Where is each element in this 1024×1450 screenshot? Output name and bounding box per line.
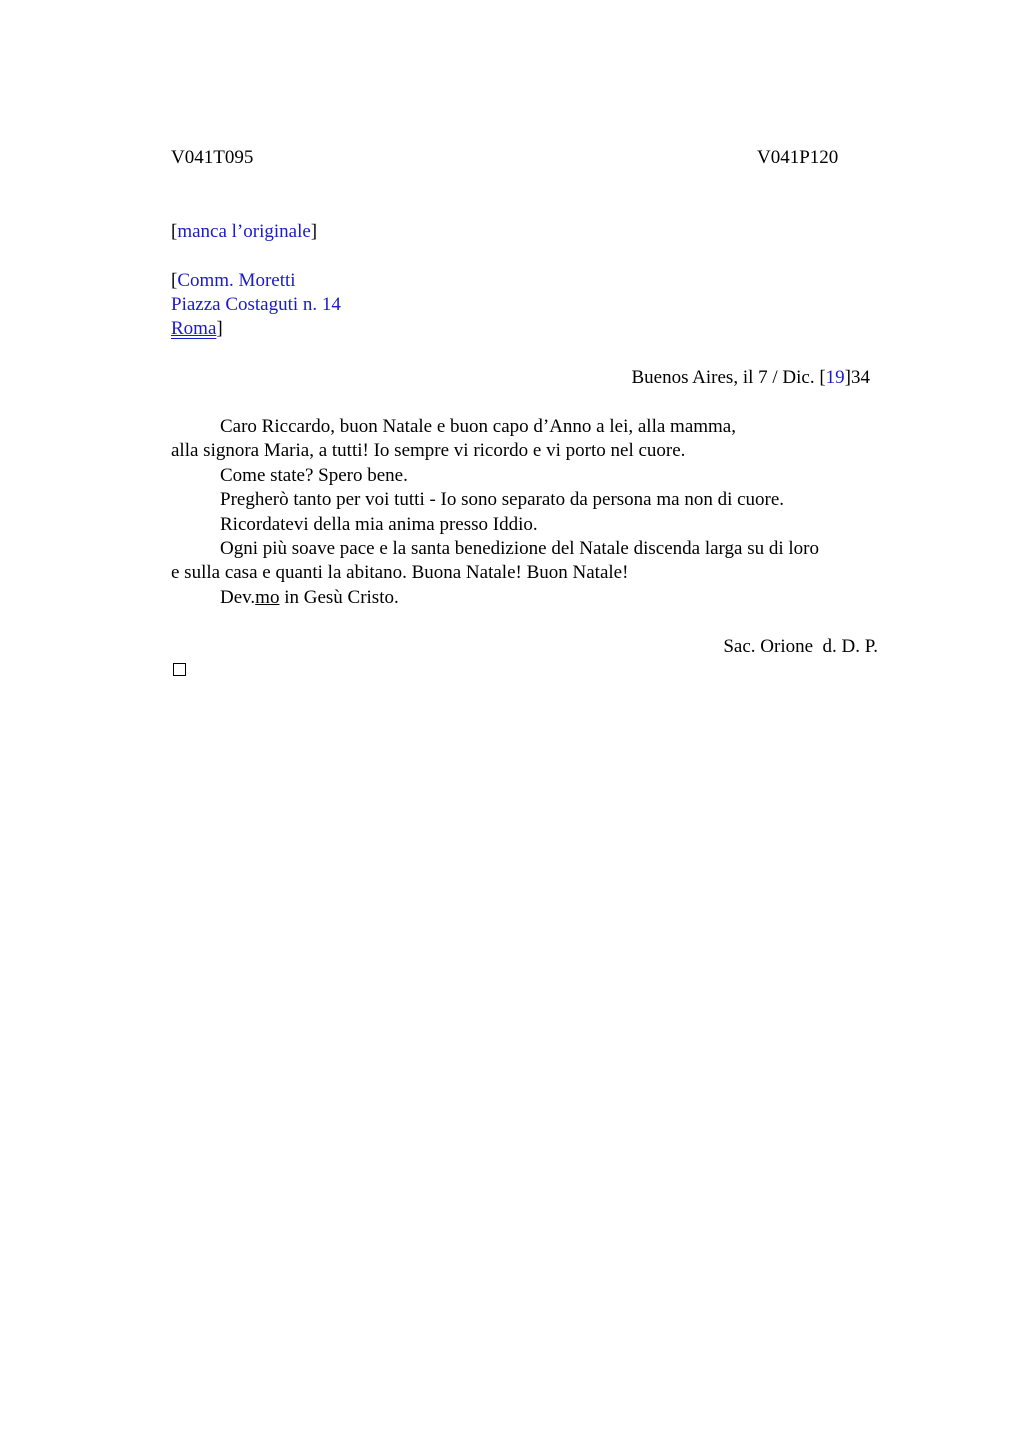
- bracket-close: ]: [310, 221, 318, 242]
- closing-suffix: in Gesù Cristo.: [279, 586, 399, 608]
- body-paragraph-5-line-1: Ogni più soave pace e la santa benedizione del Natale discenda larga su di loro: [220, 538, 819, 560]
- editorial-note: [171, 220, 317, 244]
- dateline-prefix: Buenos Aires, il 7 / Dic. [: [631, 367, 826, 388]
- closing-prefix: Dev.: [220, 586, 256, 608]
- signature: Sac. Orione d. D. P.: [723, 636, 878, 657]
- address-line-3: [171, 317, 223, 341]
- end-of-letter-box-icon: [173, 663, 186, 676]
- body-paragraph-5-line-2: e sulla casa e quanti la abitano. Buona Natale! Buon Natale!: [171, 562, 629, 584]
- body-paragraph-2: Come state? Spero bene.: [220, 464, 408, 486]
- document-code-right: V041P120: [757, 147, 839, 168]
- dateline-year-prefix: 19: [825, 367, 845, 388]
- bracket-open: [: [171, 221, 178, 242]
- bracket-open: [: [171, 270, 178, 291]
- body-paragraph-4: Ricordatevi della mia anima presso Iddio.: [220, 513, 538, 535]
- body-paragraph-3: Pregherò tanto per voi tutti - Io sono separato da persona ma non di cuore.: [220, 489, 785, 511]
- closing-line: [171, 586, 881, 610]
- dateline: [631, 366, 870, 390]
- document-code-left: V041T095: [171, 147, 254, 168]
- letter-body: [171, 415, 881, 610]
- closing-abbrev: mo: [255, 586, 280, 608]
- bracket-close: ]: [216, 318, 223, 339]
- body-paragraph-1-line-1: Caro Riccardo, buon Natale e buon capo d’Anno a lei, alla mamma,: [220, 416, 736, 437]
- editorial-note-text: manca l’originale: [177, 221, 311, 242]
- recipient-city-link[interactable]: Roma: [171, 318, 217, 339]
- dateline-suffix: ]34: [844, 367, 870, 388]
- recipient-name: Comm. Moretti: [177, 270, 296, 291]
- body-paragraph-1-line-2: alla signora Maria, a tutti! Io sempre vi ricordo e vi porto nel cuore.: [171, 440, 686, 462]
- address-line-2: Piazza Costaguti n. 14: [171, 294, 341, 315]
- address-line-1: [171, 269, 296, 293]
